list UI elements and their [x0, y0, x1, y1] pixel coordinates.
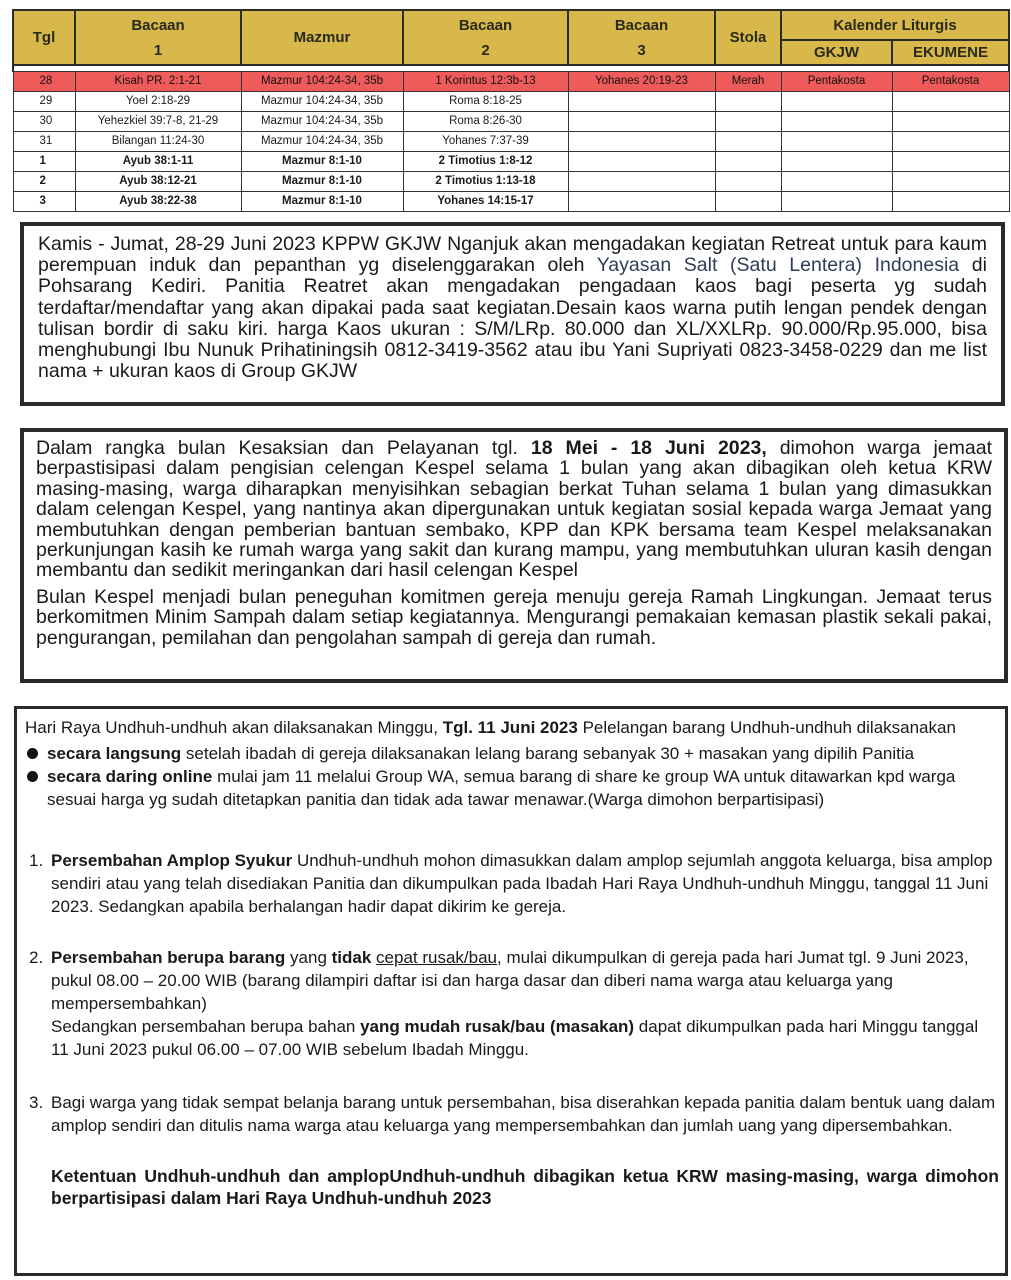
- cell-bacaan-1: Ayub 38:1-11: [75, 151, 241, 171]
- header-bacaan-1: Bacaan 1: [75, 10, 241, 65]
- cell-bacaan-3: [568, 111, 715, 131]
- numbered-item-2: 2. Persembahan berupa barang yang tidak cepat rusak/bau, mulai dikumpulkan di gereja pada hari Jumat tgl. 9 Juni 2023, pukul 08.00 – 20.00 WIB (barang dilampiri daftar isi dan harga dasar dan diberi nama warga atau keluarga yang mempersembahkan): [29, 948, 969, 1013]
- cell-gkjw: Pentakosta: [781, 71, 892, 91]
- cell-gkjw: [781, 191, 892, 211]
- kespel-paragraph-1: Dalam rangka bulan Kesaksian dan Pelayanan tgl. 18 Mei - 18 Juni 2023, dimohon warga jemaat berpastisipasi dalam pengisian celengan Kespel selama 1 bulan yang akan dibagikan oleh ketua KRW masing-masing, warga diharapkan menyisihkan sebagian berkat Tuhan selama 1 bulan yang dimasukkan dalam celengan Kespel, yang nantinya akan dipergunakan untuk kegiatan sosial kepada warga Jemaat yang membutuhkan dengan pemberian bantuan sembako, KPP dan KPK bersama team Kespel melaksanakan perkunjungan kasih ke rumah warga yang sakit dan kurang mampu, yang membutuhkan uluran kasih dengan membantu dan sedikit meringankan dari hasil celengan Kespel: [36, 437, 992, 582]
- cell-bacaan-3: [568, 151, 715, 171]
- table-row: [13, 191, 1009, 211]
- header-gkjw: GKJW: [781, 40, 892, 65]
- cell-ekumene: [892, 151, 1009, 171]
- header-bacaan-3: Bacaan 3: [568, 10, 715, 65]
- cell-bacaan-1: Ayub 38:12-21: [75, 171, 241, 191]
- header-stola: Stola: [715, 10, 781, 65]
- auction-method-list: [25, 742, 999, 811]
- table-row: [13, 91, 1009, 111]
- undhuh-footer: Ketentuan Undhuh-undhuh dan amplopUndhuh-undhuh dibagikan ketua KRW masing-masing, warga dimohon berpartisipasi dalam Hari Raya Undhuh-undhuh 2023: [51, 1166, 999, 1208]
- cell-mazmur: Mazmur 8:1-10: [241, 151, 403, 171]
- cell-bacaan-3: [568, 171, 715, 191]
- header-tgl: Tgl: [13, 10, 75, 65]
- cell-tgl: 1: [13, 151, 75, 171]
- kespel-announcement: [20, 428, 1008, 683]
- cell-bacaan-3: [568, 131, 715, 151]
- readings-table: [12, 9, 1010, 212]
- cell-bacaan-1: Bilangan 11:24-30: [75, 131, 241, 151]
- table-row: [13, 71, 1009, 91]
- cell-mazmur: Mazmur 8:1-10: [241, 171, 403, 191]
- org-name: Yayasan Salt (Satu Lentera) Indonesia: [596, 254, 960, 277]
- list-item: secara langsung setelah ibadah di gereja dilaksanakan lelang barang sebanyak 30 + masakan yang dipilih Panitia: [25, 742, 999, 765]
- cell-mazmur: Mazmur 104:24-34, 35b: [241, 91, 403, 111]
- cell-ekumene: [892, 91, 1009, 111]
- cell-bacaan-1: Kisah PR. 2:1-21: [75, 71, 241, 91]
- numbered-item-3: 3. Bagi warga yang tidak sempat belanja barang untuk persembahan, bisa diserahkan kepada panitia dalam bentuk uang dalam amplop sendiri dan ditulis nama warga atau keluarga yang mempersembahkan dan jumlah uang yang dipersembahkan.: [29, 1093, 996, 1135]
- table-row: [13, 131, 1009, 151]
- kespel-paragraph-2: Bulan Kespel menjadi bulan peneguhan komitmen gereja menuju gereja Ramah Lingkungan. Jemaat terus berkomitmen Minim Sampah dalam setiap kegiatannya. Mengurangi pemakaian kemasan plastik sekali pakai, pengurangan, pemilahan dan pengolahan sampah di gereja dan rumah.: [36, 585, 992, 649]
- cell-bacaan-3: [568, 91, 715, 111]
- list-item: secara daring online mulai jam 11 melalui Group WA, semua barang di share ke group WA untuk ditawarkan kpd warga sesuai harga yg sudah ditetapkan panitia dan tidak ada tawar menawar.(Warga dimohon berpartisipasi): [25, 765, 999, 811]
- cell-tgl: 30: [13, 111, 75, 131]
- cell-gkjw: [781, 151, 892, 171]
- numbered-item-1: 1. Persembahan Amplop Syukur Undhuh-undhuh mohon dimasukkan dalam amplop sejumlah anggota keluarga, bisa amplop sendiri atau yang telah disediakan Panitia dan dikumpulkan pada Ibadah Hari Raya Undhuh-undhuh Minggu, tanggal 11 Juni 2023. Sedangkan apabila berhalangan hadir dapat dikirim ke gereja.: [29, 851, 993, 916]
- cell-mazmur: Mazmur 104:24-34, 35b: [241, 71, 403, 91]
- cell-bacaan-2: Yohanes 14:15-17: [403, 191, 568, 211]
- cell-stola: [715, 91, 781, 111]
- retreat-text: Kamis - Jumat, 28-29 Juni 2023 KPPW GKJW Nganjuk akan mengadakan kegiatan Retreat untuk para kaum perempuan induk dan pepanthan yg diselenggarakan oleh Yayasan Salt (Satu Lentera) Indonesia di Pohsarang Kediri. Panitia Reatret akan mengadakan pengadaan kaos bagi peserta yg sudah terdaftar/mendaftar yang akan dipakai pada saat kegiatan.Desain kaos warna putih lengan pendek dengan tulisan bordir di saku kiri. harga Kaos ukuran : S/M/LRp. 80.000 dan XL/XXLRp. 90.000/Rp.95.000, bisa menghubungi Ibu Nunuk Prihatiningsih 0812-3419-3562 atau ibu Yani Supriyati 0823-3458-0229 dan me list nama + ukuran kaos di Group GKJW: [38, 233, 987, 383]
- cell-bacaan-1: Yehezkiel 39:7-8, 21-29: [75, 111, 241, 131]
- cell-ekumene: [892, 131, 1009, 151]
- cell-tgl: 2: [13, 171, 75, 191]
- cell-ekumene: [892, 191, 1009, 211]
- cell-stola: [715, 191, 781, 211]
- cell-ekumene: [892, 171, 1009, 191]
- retreat-announcement: [20, 222, 1005, 406]
- cell-bacaan-1: Yoel 2:18-29: [75, 91, 241, 111]
- kespel-date: 18 Mei - 18 Juni 2023,: [530, 437, 767, 459]
- cell-stola: [715, 151, 781, 171]
- cell-bacaan-2: Roma 8:26-30: [403, 111, 568, 131]
- cell-bacaan-1: Ayub 38:22-38: [75, 191, 241, 211]
- cell-bacaan-2: Roma 8:18-25: [403, 91, 568, 111]
- cell-gkjw: [781, 171, 892, 191]
- cell-mazmur: Mazmur 104:24-34, 35b: [241, 131, 403, 151]
- table-row: [13, 111, 1009, 131]
- cell-bacaan-2: Yohanes 7:37-39: [403, 131, 568, 151]
- cell-stola: [715, 171, 781, 191]
- bullet-icon: [27, 771, 38, 782]
- cell-bacaan-2: 1 Korintus 12:3b-13: [403, 71, 568, 91]
- header-kalender-liturgis: Kalender Liturgis: [781, 10, 1009, 40]
- cell-gkjw: [781, 111, 892, 131]
- cell-tgl: 31: [13, 131, 75, 151]
- numbered-item-2-note: Sedangkan persembahan berupa bahan yang mudah rusak/bau (masakan) dapat dikumpulkan pada hari Minggu tanggal 11 Juni 2023 pukul 06.00 – 07.00 WIB sebelum Ibadah Minggu.: [51, 1017, 979, 1059]
- cell-gkjw: [781, 91, 892, 111]
- cell-bacaan-2: 2 Timotius 1:8-12: [403, 151, 568, 171]
- undhuh-lead: Hari Raya Undhuh-undhuh akan dilaksanakan Minggu, Tgl. 11 Juni 2023 Pelelangan barang Undhuh-undhuh dilaksanakan: [25, 718, 956, 737]
- cell-ekumene: Pentakosta: [892, 71, 1009, 91]
- header-ekumene: EKUMENE: [892, 40, 1009, 65]
- table-row: [13, 171, 1009, 191]
- cell-bacaan-3: [568, 191, 715, 211]
- cell-stola: [715, 131, 781, 151]
- undhuh-announcement: [14, 706, 1008, 1276]
- cell-tgl: 29: [13, 91, 75, 111]
- cell-mazmur: Mazmur 104:24-34, 35b: [241, 111, 403, 131]
- cell-tgl: 3: [13, 191, 75, 211]
- cell-bacaan-2: 2 Timotius 1:13-18: [403, 171, 568, 191]
- cell-bacaan-3: Yohanes 20:19-23: [568, 71, 715, 91]
- cell-gkjw: [781, 131, 892, 151]
- cell-stola: Merah: [715, 71, 781, 91]
- cell-tgl: 28: [13, 71, 75, 91]
- header-mazmur: Mazmur: [241, 10, 403, 65]
- cell-ekumene: [892, 111, 1009, 131]
- cell-stola: [715, 111, 781, 131]
- cell-mazmur: Mazmur 8:1-10: [241, 191, 403, 211]
- header-bacaan-2: Bacaan 2: [403, 10, 568, 65]
- bullet-icon: [27, 748, 38, 759]
- table-row: [13, 151, 1009, 171]
